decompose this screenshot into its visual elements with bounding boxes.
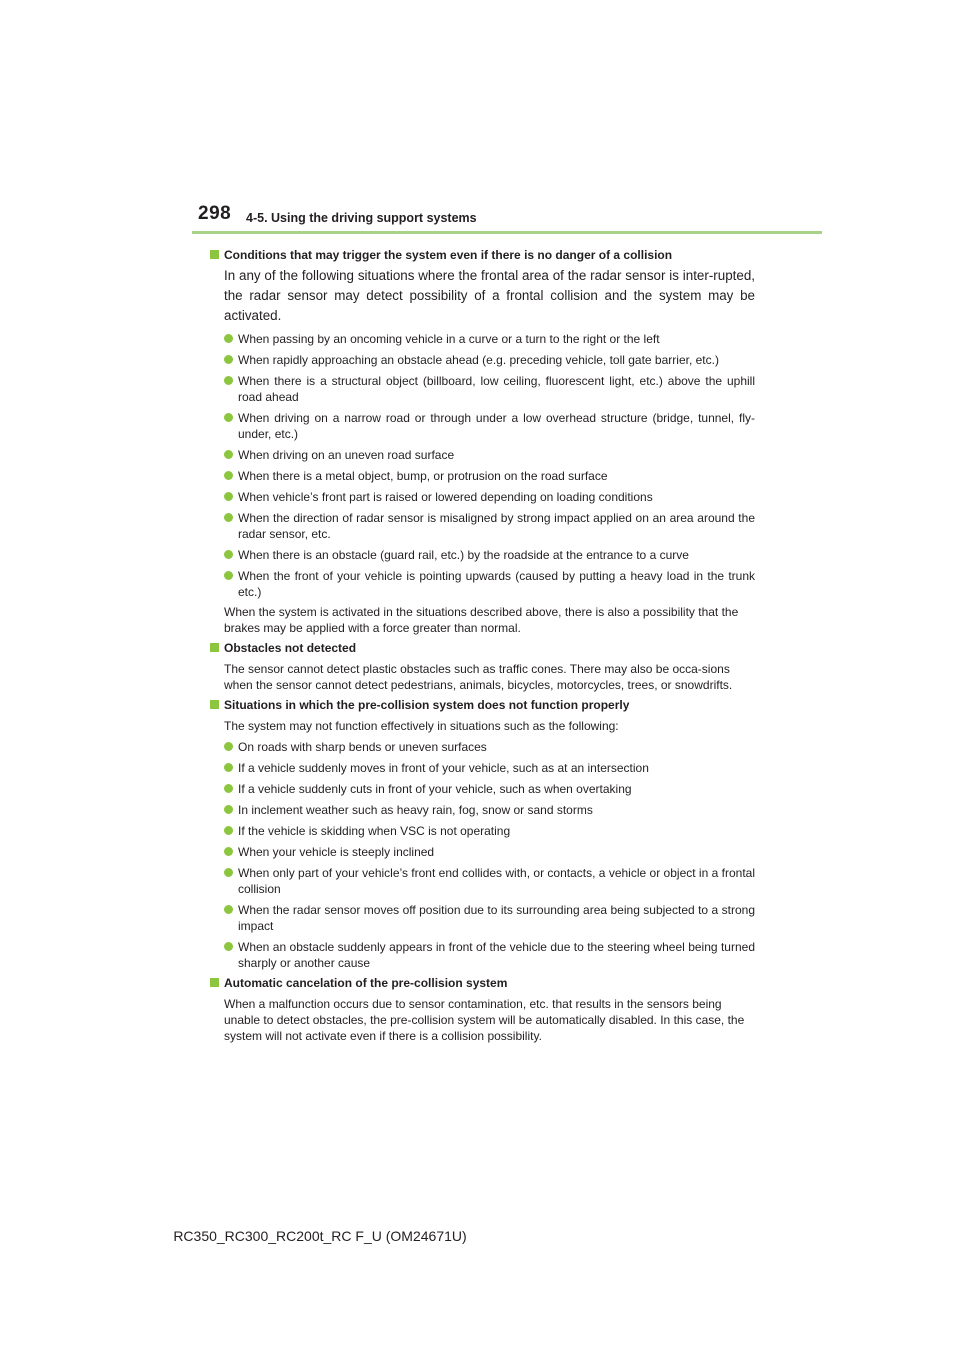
page-header [0,0,960,240]
list-item: When there is a metal object, bump, or protrusion on the road surface [210,468,755,484]
page-content [210,243,755,1044]
bullet-dot-icon [224,942,233,951]
paragraph: When a malfunction occurs due to sensor contamination, etc. that results in the sensors being unable to detect obstacles, the pre-collision system will be automatically disabled. In this case, the system will not activate even if there is a collision possibility. [224,997,745,1043]
bullet-dot-icon [224,513,233,522]
bullet-dot-icon [224,868,233,877]
heading-text: Situations in which the pre-collision system does not function properly [224,698,630,712]
list-item: When driving on a narrow road or through under a low overhead structure (bridge, tunnel, fly-under, etc.) [210,410,755,442]
heading-false-activation [210,247,755,264]
bullet-dot-icon [224,905,233,914]
paragraph: The system may not function effectively in situations such as the following: [224,719,619,733]
bullet-dot-icon [224,450,233,459]
list-item: In inclement weather such as heavy rain, fog, snow or sand storms [210,802,755,818]
list-item: When your vehicle is steeply inclined [210,844,755,860]
bullet-dot-icon [224,492,233,501]
bullet-list [210,739,755,971]
square-bullet-icon [210,643,219,652]
list-item: When rapidly approaching an obstacle ahead (e.g. preceding vehicle, toll gate barrier, etc.) [210,352,755,368]
bullet-dot-icon [224,334,233,343]
list-item: On roads with sharp bends or uneven surfaces [210,739,755,755]
bullet-dot-icon [224,847,233,856]
page-number: 298 [198,203,232,224]
list-item: When the direction of radar sensor is misaligned by strong impact applied on an area around the radar sensor, etc. [210,510,755,542]
bullet-dot-icon [224,763,233,772]
paragraph: When the system is activated in the situations described above, there is also a possibility that the brakes may be applied with a force greater than normal. [224,605,739,635]
model-code-footer: RC350_RC300_RC200t_RC F_U (OM24671U) [173,1228,467,1244]
list-item: When vehicle’s front part is raised or lowered depending on loading conditions [210,489,755,505]
heading-text: Conditions that may trigger the system even if there is no danger of a collision [224,248,673,262]
header-divider [192,231,822,234]
list-item: When the radar sensor moves off position due to its surrounding area being subjected to a strong impact [210,902,755,934]
heading-automatic-cancelation [210,975,755,992]
list-item: When there is a structural object (billboard, low ceiling, fluorescent light, etc.) above the uphill road ahead [210,373,755,405]
list-item: When passing by an oncoming vehicle in a curve or a turn to the right or the left [210,331,755,347]
bullet-dot-icon [224,805,233,814]
section-title: 4-5. Using the driving support systems [246,211,477,225]
paragraph: The sensor cannot detect plastic obstacles such as traffic cones. There may also be occa-sions when the sensor cannot detect pedestrians, animals, bicycles, motorcycles, trees, or snowdrifts. [224,662,733,692]
square-bullet-icon [210,700,219,709]
list-item: If the vehicle is skidding when VSC is not operating [210,823,755,839]
list-item: When driving on an uneven road surface [210,447,755,463]
heading-obstacles-not-detected [210,640,755,657]
square-bullet-icon [210,250,219,259]
bullet-dot-icon [224,826,233,835]
list-item: When an obstacle suddenly appears in front of the vehicle due to the steering wheel being turned sharply or another cause [210,939,755,971]
list-item: If a vehicle suddenly cuts in front of your vehicle, such as when overtaking [210,781,755,797]
list-item: If a vehicle suddenly moves in front of your vehicle, such as at an intersection [210,760,755,776]
bullet-dot-icon [224,571,233,580]
square-bullet-icon [210,978,219,987]
heading-system-malfunction-situations [210,697,755,714]
heading-text: Obstacles not detected [224,641,357,655]
bullet-dot-icon [224,784,233,793]
bullet-dot-icon [224,376,233,385]
bullet-dot-icon [224,742,233,751]
paragraph: In any of the following situations where the frontal area of the radar sensor is inter-rupted, the radar sensor may detect possibility of a frontal collision and the system may be activated. [224,268,755,323]
bullet-dot-icon [224,550,233,559]
bullet-dot-icon [224,355,233,364]
list-item: When the front of your vehicle is pointing upwards (caused by putting a heavy load in the trunk etc.) [210,568,755,600]
bullet-list [210,331,755,600]
list-item: When there is an obstacle (guard rail, etc.) by the roadside at the entrance to a curve [210,547,755,563]
bullet-dot-icon [224,471,233,480]
heading-text: Automatic cancelation of the pre-collision system [224,976,508,990]
list-item: When only part of your vehicle’s front end collides with, or contacts, a vehicle or object in a frontal collision [210,865,755,897]
bullet-dot-icon [224,413,233,422]
